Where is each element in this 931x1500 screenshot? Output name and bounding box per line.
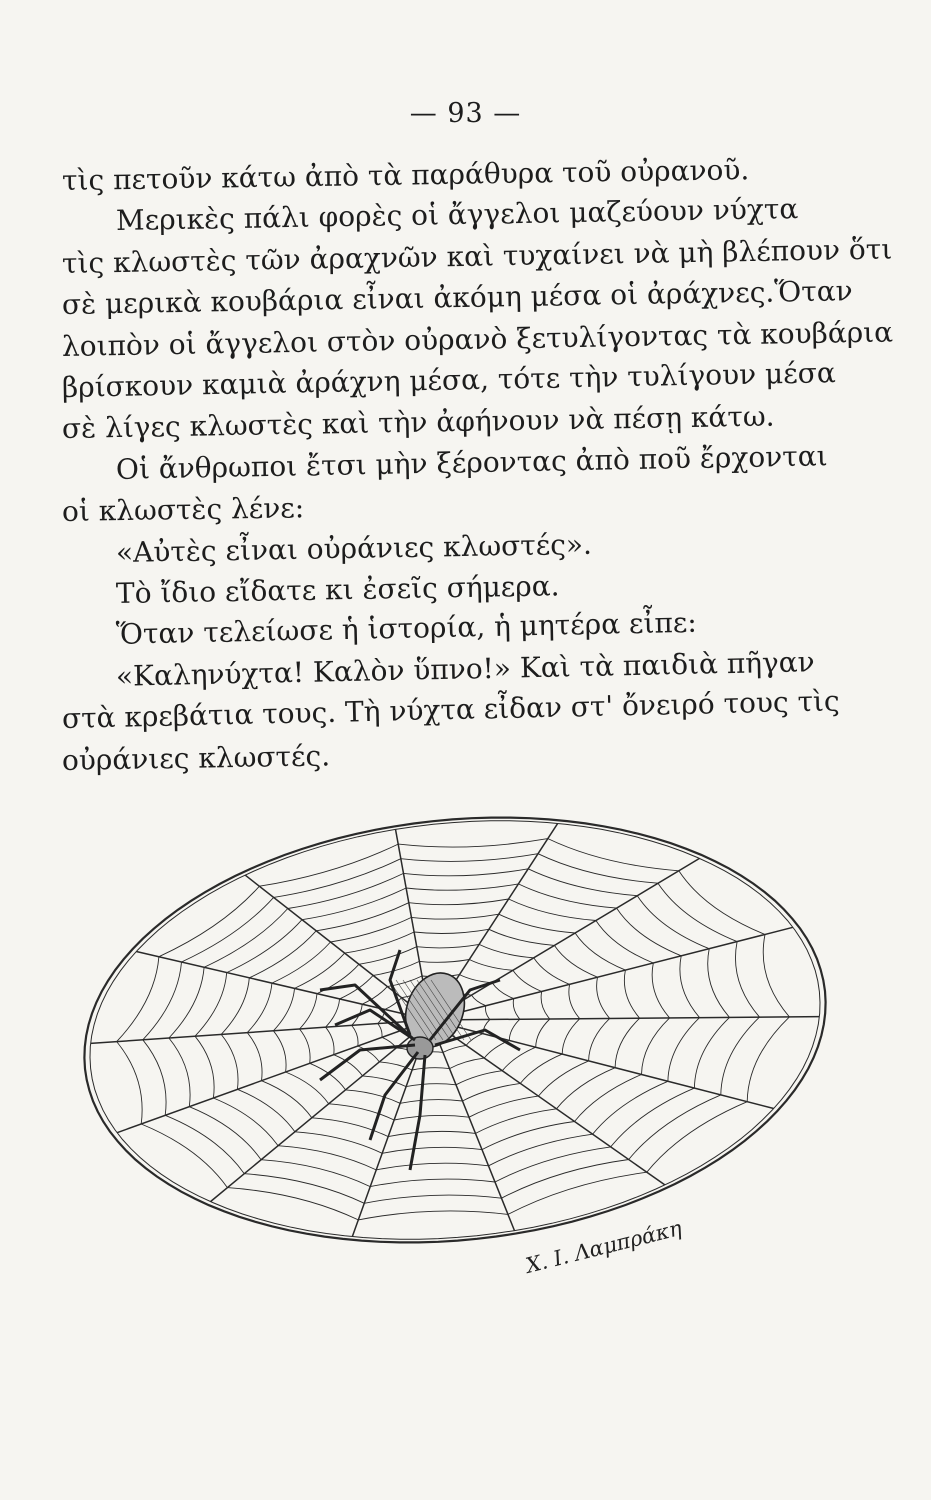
text-line: στὰ κρεβάτια τους. Τὴ νύχτα εἶδαν στ' ὄνειρό τους τὶς [61,684,840,736]
web-spoke [430,1020,774,1109]
text-line: σὲ λίγες κλωστὲς καὶ τὴν ἀφήνουν νὰ πέσῃ κάτω. [61,400,775,446]
spider-web-illustration [70,815,840,1290]
spider-abdomen [396,965,475,1056]
text-line: Μερικὲς πάλι φορὲς οἱ ἄγγελοι μαζεύουν νύχτα [115,192,799,238]
web-spoke [91,1020,430,1043]
spider-leg [370,1052,418,1140]
text-line: οἱ κλωστὲς λένε: [61,491,305,529]
body-text [61,153,894,781]
text-line: Οἱ ἄνθρωποι ἔτσι μὴν ξέροντας ἀπὸ ποῦ ἔρχονται [115,439,828,486]
text-line: τὶς πετοῦν κάτω ἀπὸ τὰ παράθυρα τοῦ οὐρανοῦ. [61,153,750,197]
text-line: Τὸ ἴδιο εἴδατε κι ἐσεῖς σήμερα. [115,569,560,611]
text-line: οὐράνιες κλωστές. [61,739,331,777]
spider-leg [410,1055,425,1170]
web-spoke [430,927,793,1020]
artist-signature: Χ. Ι. Λαμπράκη [523,1215,685,1278]
web-spoke [430,1020,514,1231]
text-line: σὲ μερικὰ κουβάρια εἶναι ἀκόμη μέσα οἱ ἀράχνες.Ὅταν [61,274,853,322]
spider-web-drawing [70,815,840,1290]
text-line: βρίσκουν καμιὰ ἀράχνη μέσα, τότε τὴν τυλίγουν μέσα [61,356,836,405]
spider-icon [320,950,520,1170]
text-line: «Αὐτὲς εἶναι οὐράνιες κλωστές». [115,527,593,569]
text-line: «Καληνύχτα! Καλὸν ὕπνο!» Καὶ τὰ παιδιὰ πῆγαν [115,645,815,693]
text-line: λοιπὸν οἱ ἄγγελοι στὸν οὐρανὸ ξετυλίγοντας τὰ κουβάρια [61,315,894,363]
web-spoke [117,1020,430,1133]
web-spoke [430,1020,665,1185]
text-line: Ὅταν τελείωσε ἡ ἱστορία, ἡ μητέρα εἶπε: [115,606,698,652]
text-line: τὶς κλωστὲς τῶν ἀραχνῶν καὶ τυχαίνει νὰ μὴ βλέπουν ὅτι [61,232,893,280]
page-number: — 93 — [409,98,522,129]
spider-head [407,1037,433,1059]
